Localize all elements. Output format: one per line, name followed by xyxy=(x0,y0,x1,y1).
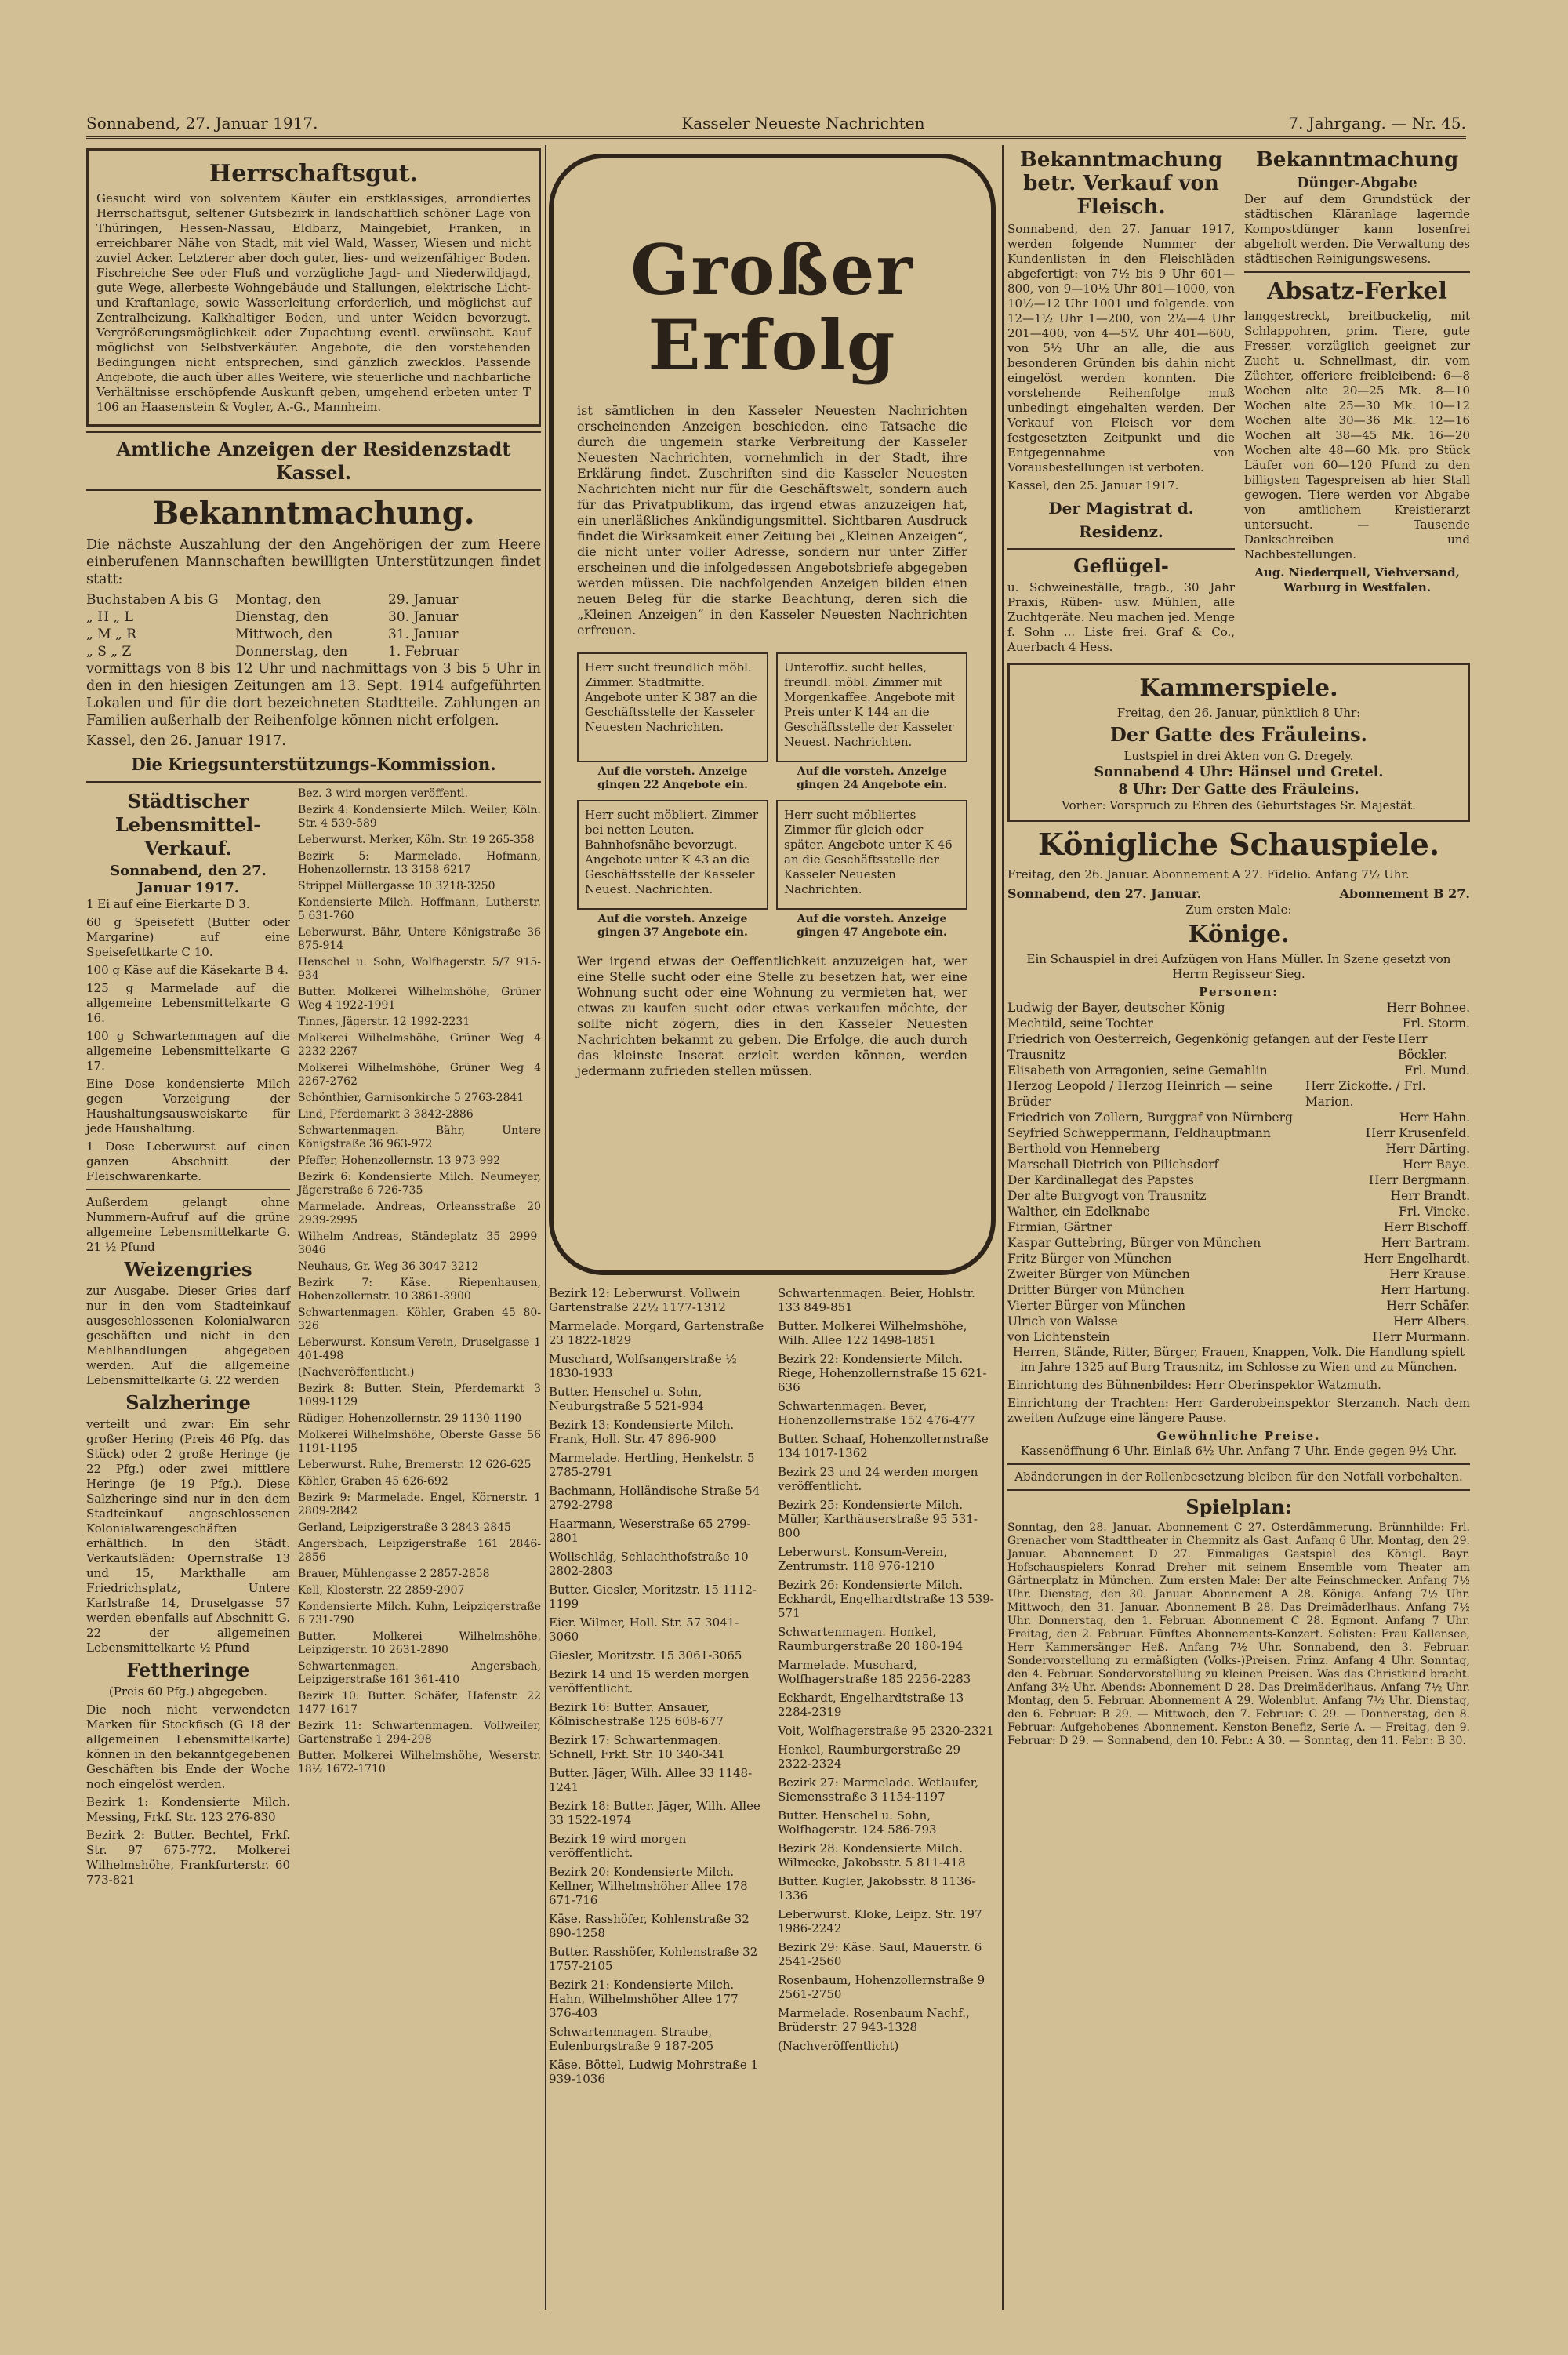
list-entry: Bezirk 16: Butter. Ansauer, Kölnischestraße 125 608-677 xyxy=(549,1700,724,1728)
schedule-row xyxy=(86,591,541,609)
list-entry: Bachmann, Holländische Straße 54 2792-2798 xyxy=(549,1484,760,1512)
cast-role: Zweiter Bürger von München xyxy=(1007,1267,1190,1281)
cast-actor: Herr Krusenfeld. xyxy=(1365,1126,1470,1140)
kammerspiele-ad xyxy=(1007,663,1470,822)
header-paper-name: Kasseler Neueste Nachrichten xyxy=(681,114,925,133)
list-entry: Bezirk 10: Butter. Schäfer, Hafenstr. 22 1477-1617 xyxy=(298,1690,541,1716)
schedule-date: 29. Januar xyxy=(388,592,459,608)
salzheringe-text: verteilt und zwar: Ein sehr großer Hering (Preis 46 Pfg. das Stück) oder 2 große Heringe (je 22 Pfg.) oder zwei mittlere Heringe (je 19 Pfg.). Diese Salzheringe sind nur in den dem Stadteinkauf angeschlossenen Kolonialwarengeschäften erhältlich. In den Städt. Verkaufsläden: Opernstraße 13 und 15, Markthalle am Friedrichsplatz, Untere Karlstraße 14, Druselgasse 57 werden ebenfalls auf Abschnitt G. 22 der allgemeinen Lebensmittelkarte ½ Pfund xyxy=(86,1417,290,1655)
list-entry: Butter. Molkerei Wilhelmshöhe, Weserstr. 18½ 1672-1710 xyxy=(298,1750,541,1775)
small-ad xyxy=(577,652,768,792)
cast-row xyxy=(1007,1282,1470,1298)
ferkel-title: Absatz-Ferkel xyxy=(1267,278,1447,305)
cast-row xyxy=(1007,1141,1470,1157)
cast-row xyxy=(1007,1251,1470,1267)
cast-role: Friedrich von Oesterreich, Gegenkönig gefangen auf der Feste Trausnitz xyxy=(1007,1032,1396,1062)
list-entry: Schwartenmagen. Bever, Hohenzollernstraße 152 476-477 xyxy=(778,1399,975,1427)
cast-actor: Herr Bartram. xyxy=(1381,1236,1470,1250)
cast-role: Der alte Burgvogt von Trausnitz xyxy=(1007,1189,1207,1203)
list-entry: Bezirk 28: Kondensierte Milch. Wilmecke, Jakobsstr. 5 811-418 xyxy=(778,1841,966,1870)
list-entry: Haarmann, Weserstraße 65 2799-2801 xyxy=(549,1517,751,1545)
small-ad-text: Herr sucht möbliert. Zimmer bei netten Leuten. Bahnhofsnähe bevorzugt. Angebote unter K 43 an die Geschäftsstelle der Kasseler Neuest. Nachrichten. xyxy=(577,800,768,910)
spielplan-text: Sonntag, den 28. Januar. Abonnement C 27. Osterdämmerung. Brünnhilde: Frl. Grenacher vom Stadttheater in Chemnitz als Gast. Anfang 6 Uhr. Montag, den 29. Januar. Abonnement D 27. Einmaliges Gastspiel des Königl. Bayr. Hofschauspielers Konrad Dreher mit seinem Ensemble vom Theater am Gärtnerplatz in München. Zum ersten Male: Der alte Feinschmecker. Anfang 7½ Uhr. Dienstag, den 30. Januar. Abonnement A 28. Könige. Anfang 7½ Uhr. Mittwoch, den 31. Januar. Abonnement B 28. Das Dreimäderlhaus. Anfang 7½ Uhr. Donnerstag, den 1. Februar. Abonnement C 28. Egmont. Anfang 7 Uhr. Freitag, den 2. Februar. Fünftes Abonnements-Konzert. Solisten: Frau Kallensee, Herr Kammersänger Heß. Anfang 7½ Uhr. Sonnabend, den 3. Februar. Sondervorstellung zu ermäßigten (Volks-)Preisen. Frinz. Anfang 4 Uhr. Sonntag, den 4. Februar. Sondervorstellung zu kleinen Preisen. Was das Christkind bracht. Anfang 3½ Uhr. Abends: Abonnement D 28. Das Dreimäderlhaus. Anfang 7½ Uhr. Montag, den 5. Februar. Abonnement A 29. Wolenblut. Anfang 7½ Uhr. Dienstag, den 6. Februar: B 29. — Mittwoch, den 7. Februar: C 29. — Donnerstag, den 8. Februar: Aufgehobenes Abonnement. Kenston-Benefiz, Serie A. — Freitag, den 9. Februar: D 29. — Sonnabend, den 10. Febr.: A 30. — Sonntag, den 11. Febr.: B 30. xyxy=(1007,1521,1470,1747)
schedule-letters: „ H „ L xyxy=(86,609,133,625)
trachten: Einrichtung der Trachten: Herr Garderobeinspektor Sterzanch. Nach dem zweiten Aufzuge eine längere Pause. xyxy=(1007,1396,1470,1425)
cast-role: Berthold von Henneberg xyxy=(1007,1142,1160,1156)
page-header xyxy=(86,110,1466,139)
kammerspiele-note: Vorher: Vorspruch zu Ehren des Geburtstages Sr. Majestät. xyxy=(1062,798,1416,812)
list-entry: Bezirk 5: Marmelade. Hofmann, Hohenzollernstr. 13 3158-6217 xyxy=(298,850,541,876)
small-ads-grid xyxy=(577,652,967,939)
list-entry: Butter. Jäger, Wilh. Allee 33 1148-1241 xyxy=(549,1766,753,1794)
cast-row xyxy=(1007,1188,1470,1204)
column-1 xyxy=(86,145,541,1891)
cast-list xyxy=(1007,1000,1470,1345)
bezirk-1-entry: Bezirk 1: Kondensierte Milch. Messing, Frkf. Str. 123 276-830 xyxy=(86,1795,290,1824)
list-entry: Leberwurst. Konsum-Verein, Druselgasse 1 401-498 xyxy=(298,1336,541,1362)
cast-role: Ulrich von Walsse xyxy=(1007,1314,1118,1328)
stockfisch-note: Die noch nicht verwendeten Marken für Stockfisch (G 18 der allgemeinen Lebensmittelkarte) können in den bekanntgegebenen Geschäften bis Ende der Woche noch eingelöst werden. xyxy=(86,1703,290,1791)
list-entry: Marmelade. Hertling, Henkelstr. 5 2785-2791 xyxy=(549,1451,755,1479)
cast-role: Der Kardinallegat des Papstes xyxy=(1007,1173,1194,1187)
cast-actor: Herr Därting. xyxy=(1385,1142,1470,1156)
list-entry: Schwartenmagen. Angersbach, Leipzigerstraße 161 361-410 xyxy=(298,1660,541,1686)
cast-actor: Frl. Storm. xyxy=(1402,1016,1470,1030)
koenig-first-time: Zum ersten Male: xyxy=(1185,903,1292,917)
list-entry: Schwartenmagen. Straube, Eulenburgstraße 9 187-205 xyxy=(549,2025,714,2053)
cast-role: Kaspar Guttebring, Bürger von München xyxy=(1007,1236,1261,1250)
cast-role: Seyfried Schweppermann, Feldhauptmann xyxy=(1007,1126,1271,1140)
cast-role: Vierter Bürger von München xyxy=(1007,1299,1186,1313)
cast-actor: Frl. Mund. xyxy=(1404,1063,1470,1078)
cast-row xyxy=(1007,1110,1470,1125)
lebensmittel-title: Städtischer Lebensmittel-Verkauf. xyxy=(114,790,262,860)
cast-actor: Frl. Vincke. xyxy=(1398,1205,1470,1219)
payment-schedule xyxy=(86,591,541,660)
cast-actor: Herr Engelhardt. xyxy=(1363,1252,1470,1266)
list-entry: Tinnes, Jägerstr. 12 1992-2231 xyxy=(298,1016,470,1028)
cast-role: Walther, ein Edelknabe xyxy=(1007,1205,1150,1219)
fettheringe-text: (Preis 60 Pfg.) abgegeben. xyxy=(108,1684,268,1699)
salzheringe-title: Salzheringe xyxy=(125,1391,251,1414)
list-entry: Bezirk 9: Marmelade. Engel, Körnerstr. 1 2809-2842 xyxy=(298,1492,541,1517)
list-entry: Butter. Henschel u. Sohn, Neuburgstraße 5 521-934 xyxy=(549,1385,704,1413)
cast-actor: Herr Bergmann. xyxy=(1368,1173,1470,1187)
list-entry: Bezirk 18: Butter. Jäger, Wilh. Allee 33 1522-1974 xyxy=(549,1799,760,1827)
list-entry: Bezirk 8: Butter. Stein, Pferdemarkt 3 1099-1129 xyxy=(298,1383,541,1408)
list-entry: Leberwurst. Merker, Köln. Str. 19 265-358 xyxy=(298,834,535,846)
kammerspiele-date: Freitag, den 26. Januar, pünktlich 8 Uhr: xyxy=(1116,706,1361,720)
cast-role: von Lichtenstein xyxy=(1007,1330,1110,1344)
kammerspiele-play: Der Gatte des Fräuleins. xyxy=(1110,723,1367,746)
aenderung-text: Abänderungen in der Rollenbesetzung bleiben für den Notfall vorbehalten. xyxy=(1014,1470,1463,1484)
list-entry: Molkerei Wilhelmshöhe, Grüner Weg 4 2267-2762 xyxy=(298,1062,541,1088)
fettheringe-title: Fettheringe xyxy=(126,1659,250,1681)
list-entry: Bezirk 20: Kondensierte Milch. Kellner, Wilhelmshöher Allee 178 671-716 xyxy=(549,1865,748,1907)
cast-actor: Herr Bischoff. xyxy=(1383,1220,1470,1234)
list-entry: Bezirk 14 und 15 werden morgen veröffentlicht. xyxy=(549,1667,750,1695)
cast-row xyxy=(1007,1031,1470,1063)
list-entry: Pfeffer, Hohenzollernstr. 13 973-992 xyxy=(298,1154,501,1167)
cast-actor: Herr Brandt. xyxy=(1390,1189,1470,1203)
cast-actor: Herr Murmann. xyxy=(1372,1330,1470,1344)
list-entry: Leberwurst. Kloke, Leipz. Str. 197 1986-2242 xyxy=(778,1907,982,1935)
cast-actor: Herr Hartung. xyxy=(1381,1283,1470,1297)
list-entry: Henschel u. Sohn, Wolfhagerstr. 5/7 915-934 xyxy=(298,956,541,982)
cast-row xyxy=(1007,1125,1470,1141)
small-ad-result: Auf die vorsteh. Anzeige gingen 47 Angebote ein. xyxy=(797,913,947,939)
list-entry: Leberwurst. Konsum-Verein, Zentrumstr. 118 976-1210 xyxy=(778,1545,948,1573)
list-entry: Bezirk 29: Käse. Saul, Mauerstr. 6 2541-2560 xyxy=(778,1940,982,1968)
list-entry: Giesler, Moritzstr. 15 3061-3065 xyxy=(549,1648,742,1663)
list-entry: Neuhaus, Gr. Weg 36 3047-3212 xyxy=(298,1260,479,1273)
small-ad-result: Auf die vorsteh. Anzeige gingen 37 Angebote ein. xyxy=(597,913,748,939)
list-entry: Köhler, Graben 45 626-692 xyxy=(298,1475,448,1488)
schedule-letters: „ M „ R xyxy=(86,627,137,642)
lebensmittel-item: 100 g Schwartenmagen auf die allgemeine Lebensmittelkarte G 17. xyxy=(86,1029,290,1073)
cast-actor: Herr Albers. xyxy=(1393,1314,1470,1328)
cast-role: Ludwig der Bayer, deutscher König xyxy=(1007,1001,1225,1015)
list-entry: Schwartenmagen. Bähr, Untere Königstraße 36 963-972 xyxy=(298,1125,541,1150)
cast-role: Friedrich von Zollern, Burggraf von Nürnberg xyxy=(1007,1110,1293,1125)
list-entry: Bezirk 12: Leberwurst. Vollwein Gartenstraße 22½ 1177-1312 xyxy=(549,1286,741,1314)
duenger-subtitle: Dünger-Abgabe xyxy=(1297,176,1417,191)
cast-role: Mechtild, seine Tochter xyxy=(1007,1016,1153,1030)
list-entry: Eckhardt, Engelhardtstraße 13 2284-2319 xyxy=(778,1691,964,1719)
center-lists xyxy=(549,1286,996,2091)
bekanntmachung-text: Die nächste Auszahlung der den Angehörigen der zum Heere einberufenen Mannschaften bewilligten Unterstützungen findet statt: xyxy=(86,537,541,587)
schedule-day: Montag, den xyxy=(235,592,321,608)
koenigliche-schauspiele-title: Königliche Schauspiele. xyxy=(1037,827,1440,862)
koenig-abonnement: Abonnement B 27. xyxy=(1339,886,1470,901)
herrschaftsgut-text: Gesucht wird von solventem Käufer ein erstklassiges, arrondiertes Herrschaftsgut, seltener Gutsbezirk in landschaftlich schöner Lage von Thüringen, Hessen-Nassau, Eldbarz, Maingebiet, Franken, in erreichbarer Nähe von Stadt, mit viel Wald, Wasser, Wiesen und nicht zuviel Acker. Letzterer aber doch guter, lies- und weizenfähiger Boden. Fischreiche See oder Fluß und vorzügliche Jagd- und Niederwildjagd, gute Wege, allerbeste Wohngebäude und Stallungen, elektrische Licht- und Kraftanlage, sowie Wasserleitung erforderlich, und möglichst auf Zentralheizung. Kalkhaltiger Boden, und unter Weiden bevorzugt. Vergrößerungsmöglichkeit oder Zupachtung eventl. erwünscht. Kauf möglichst von Selbstverkäufer. Angebote, die den vorstehenden Bedingungen nicht entsprechen, sind gänzlich zwecklos. Passende Angebote, die auch über alles Weitere, wie steuerliche und nachbarliche Verhältnisse erschöpfende Auskunft geben, umgehend erbeten unter T 106 an Haasenstein & Vogler, A.-G., Mannheim. xyxy=(96,191,531,414)
list-entry: Bezirk 25: Kondensierte Milch. Müller, Karthäuserstraße 95 531-800 xyxy=(778,1498,978,1540)
list-entry: Bez. 3 wird morgen veröffentl. xyxy=(298,787,468,800)
list-entry: Schwartenmagen. Honkel, Raumburgerstraße 20 180-194 xyxy=(778,1625,964,1653)
schedule-date: 31. Januar xyxy=(388,627,459,642)
list-entry: Bezirk 4: Kondensierte Milch. Weiler, Köln. Str. 4 539-589 xyxy=(298,804,541,830)
list-entry: Bezirk 23 und 24 werden morgen veröffentlicht. xyxy=(778,1465,978,1493)
kammerspiele-saturday: Sonnabend 4 Uhr: Hänsel und Gretel. xyxy=(1094,765,1384,780)
small-ad-result: Auf die vorsteh. Anzeige gingen 22 Angebote ein. xyxy=(597,765,748,791)
koenig-friday: Freitag, den 26. Januar. Abonnement A 27. Fidelio. Anfang 7½ Uhr. xyxy=(1007,867,1410,881)
fleisch-date: Kassel, den 25. Januar 1917. xyxy=(1007,478,1179,492)
kammerspiele-title: Kammerspiele. xyxy=(1139,674,1338,702)
koenig-extra: Herren, Stände, Ritter, Bürger, Frauen, Knappen, Volk. Die Handlung spielt im Jahre 1325 auf Burg Trausnitz, im Schlosse zu Wien und zu München. xyxy=(1012,1345,1465,1374)
header-issue: 7. Jahrgang. — Nr. 45. xyxy=(1288,114,1466,133)
gefluegel-title: Geflügel- xyxy=(1073,554,1169,577)
list-entry: Butter. Giesler, Moritzstr. 15 1112-1199 xyxy=(549,1583,757,1611)
cast-role: Marschall Dietrich von Pilichsdorf xyxy=(1007,1158,1219,1172)
list-entry: Brauer, Mühlengasse 2 2857-2858 xyxy=(298,1568,490,1580)
schedule-letters: „ S „ Z xyxy=(86,644,132,660)
list-entry: Kondensierte Milch. Hoffmann, Lutherstr. 5 631-760 xyxy=(298,896,541,922)
list-entry: Muschard, Wolfsangerstraße ½ 1830-1933 xyxy=(549,1352,737,1380)
cast-row xyxy=(1007,1235,1470,1251)
cast-actor: Herr Baye. xyxy=(1403,1158,1470,1172)
cast-row xyxy=(1007,1063,1470,1078)
gefluegel-text: u. Schweineställe, tragb., 30 Jahr Praxis, Rüben- usw. Mühlen, alle Zuchtgeräte. Neu machen jed. Menge f. Sohn ... Liste frei. Graf & Co., Auerbach 4 Hess. xyxy=(1007,580,1235,654)
distribution-list-a xyxy=(549,1286,767,2091)
schedule-letters: Buchstaben A bis G xyxy=(86,592,219,608)
cast-row xyxy=(1007,1329,1470,1345)
list-entry: Butter. Molkerei Wilhelmshöhe, Wilh. Allee 122 1498-1851 xyxy=(778,1319,967,1347)
buehnenbild: Einrichtung des Bühnenbildes: Herr Oberinspektor Watzmuth. xyxy=(1007,1378,1381,1392)
schedule-row xyxy=(86,643,541,660)
herrschaftsgut-title: Herrschaftsgut. xyxy=(209,160,419,187)
small-ad-text: Herr sucht möbliertes Zimmer für gleich oder später. Angebote unter K 46 an die Geschäftsstelle der Kasseler Neuesten Nachrichten. xyxy=(776,800,967,910)
list-entry: Rosenbaum, Hohenzollernstraße 9 2561-2750 xyxy=(778,1973,985,2001)
list-entry: Butter. Kugler, Jakobsstr. 8 1136-1336 xyxy=(778,1874,976,1903)
list-entry: Bezirk 27: Marmelade. Wetlaufer, Siemensstraße 3 1154-1197 xyxy=(778,1775,979,1804)
small-ad xyxy=(776,800,967,939)
list-entry: Marmelade. Morgard, Gartenstraße 23 1822-1829 xyxy=(549,1319,764,1347)
list-entry: Bezirk 11: Schwartenmagen. Vollweiler, Gartenstraße 1 294-298 xyxy=(298,1720,541,1746)
list-entry: Schwartenmagen. Beier, Hohlstr. 133 849-851 xyxy=(778,1286,975,1314)
list-entry: Butter. Henschel u. Sohn, Wolfhagerstr. 124 586-793 xyxy=(778,1808,937,1837)
list-entry: Angersbach, Leipzigerstraße 161 2846-2856 xyxy=(298,1538,541,1564)
list-entry: Schönthier, Garnisonkirche 5 2763-2841 xyxy=(298,1092,524,1104)
list-entry: Marmelade. Rosenbaum Nachf., Brüderstr. 27 943-1328 xyxy=(778,2006,970,2034)
cast-actor: Herr Böckler. xyxy=(1398,1032,1448,1062)
herrschaftsgut-ad xyxy=(86,148,541,427)
fleisch-text: Sonnabend, den 27. Januar 1917, werden folgende Nummer der Kundenlisten in den Fleischläden abgefertigt: von 7½ bis 9 Uhr 601—800, von 9—10½ Uhr 801—1000, von 10½—12 Uhr 1001 und folgende. von 12—1½ Uhr 1—200, von 2¼—4 Uhr 201—400, von 4—5½ Uhr 401—600, von 5½ Uhr an alle, die aus besonderen Gründen bis dahin nicht eingelöst werden konnten. Die vorstehende Reihenfolge muß unbedingt eingehalten werden. Der Verkauf von Fleisch vor dem festgesetzten Zeitpunkt und die Entgegennahme von Vorausbestellungen ist verboten. xyxy=(1007,222,1235,474)
small-ad-text: Herr sucht freundlich möbl. Zimmer. Stadtmitte. Angebote unter K 387 an die Geschäftsstelle der Kasseler Neuesten Nachrichten. xyxy=(577,652,768,762)
cast-role: Herzog Leopold / Herzog Heinrich — seine Brüder xyxy=(1007,1079,1273,1109)
kammerspiele-saturday-2: 8 Uhr: Der Gatte des Fräuleins. xyxy=(1118,782,1359,798)
list-entry: Eier. Wilmer, Holl. Str. 57 3041-3060 xyxy=(549,1615,739,1644)
list-entry: Gerland, Leipzigerstraße 3 2843-2845 xyxy=(298,1521,511,1534)
list-entry: Bezirk 6: Kondensierte Milch. Neumeyer, Jägerstraße 6 726-735 xyxy=(298,1171,541,1197)
list-entry: Lind, Pferdemarkt 3 3842-2886 xyxy=(298,1108,474,1121)
list-entry: Voit, Wolfhagerstraße 95 2320-2321 xyxy=(778,1724,994,1738)
list-entry: Molkerei Wilhelmshöhe, Grüner Weg 4 2232-2267 xyxy=(298,1032,541,1058)
list-entry: Käse. Rasshöfer, Kohlenstraße 32 890-1258 xyxy=(549,1912,750,1940)
cast-row xyxy=(1007,1000,1470,1016)
list-entry: (Nachveröffentlicht) xyxy=(778,2039,899,2053)
list-entry: Butter. Schaaf, Hohenzollernstraße 134 1017-1362 xyxy=(778,1432,989,1460)
small-ad xyxy=(776,652,967,792)
list-entry: Henkel, Raumburgerstraße 29 2322-2324 xyxy=(778,1743,961,1771)
cast-actor: Herr Zickoffe. / Frl. Marion. xyxy=(1305,1079,1426,1109)
list-entry: Marmelade. Muschard, Wolfhagerstraße 185 2256-2283 xyxy=(778,1658,971,1686)
list-entry: Strippel Müllergasse 10 3218-3250 xyxy=(298,880,495,892)
lebensmittel-item: 125 g Marmelade auf die allgemeine Lebensmittelkarte G 16. xyxy=(86,981,290,1025)
cast-row xyxy=(1007,1172,1470,1188)
cast-row xyxy=(1007,1157,1470,1172)
ferkel-text: langgestreckt, breitbuckelig, mit Schlappohren, prim. Tiere, gute Fresser, vorzüglich geeignet zur Zucht u. Schnellmast, dir. vom Züchter, offeriere freibleibend: 6—8 Wochen alte 20—25 Mk. 8—10 Wochen alte 25—30 Mk. 10—12 Wochen alte 30—36 Mk. 12—16 Wochen alt 38—45 Mk. 16—20 Wochen alte 48—60 Mk. pro Stück Läufer von 60—120 Pfund zu den billigsten Tagespreisen ab hier Stall gewogen. Tiere werden vor Abgabe von amtlichem Kreistierarzt untersucht. — Tausende Dankschreiben und Nachbestellungen. xyxy=(1244,309,1470,561)
cast-actor: Herr Hahn. xyxy=(1399,1110,1470,1125)
list-entry: Wilhelm Andreas, Ständeplatz 35 2999-3046 xyxy=(298,1230,541,1256)
cast-actor: Herr Bohnee. xyxy=(1386,1001,1470,1015)
list-entry: Bezirk 22: Kondensierte Milch. Riege, Hohenzollernstraße 15 621-636 xyxy=(778,1352,987,1394)
list-entry: Leberwurst. Ruhe, Bremerstr. 12 626-625 xyxy=(298,1459,532,1471)
magistrat-signature: Der Magistrat d. Residenz. xyxy=(1048,499,1194,541)
small-ad xyxy=(577,800,768,939)
personen-heading: Personen: xyxy=(1199,985,1279,999)
list-entry: Schwartenmagen. Köhler, Graben 45 80-326 xyxy=(298,1307,541,1332)
grosser-erfolg-title: Großer Erfolg xyxy=(630,229,914,386)
list-entry: Bezirk 7: Käse. Riepenhausen, Hohenzollernstr. 10 3861-3900 xyxy=(298,1277,541,1303)
list-entry: Wollschläg, Schlachthofstraße 10 2802-2803 xyxy=(549,1550,749,1578)
column-4 xyxy=(1007,145,1470,1751)
schedule-row xyxy=(86,626,541,643)
grosser-erfolg-bottom-text: Wer irgend etwas der Oeffentlichkeit anzuzeigen hat, wer eine Stelle sucht oder eine Stelle zu besetzen hat, wer eine Wohnung sucht oder eine Wohnung zu vermieten hat, wer etwas zu kaufen sucht oder etwas verkaufen möchte, der sollte nicht zögern, dies in den Kasseler Neuesten Nachrichten bekannt zu geben. Die Erfolge, die auch durch das kleinste Inserat erzielt werden können, werden jedermann zufrieden stellen müssen. xyxy=(577,954,967,1078)
duenger-section xyxy=(1244,145,1470,658)
list-entry: Rüdiger, Hohenzollernstr. 29 1130-1190 xyxy=(298,1412,522,1425)
lebensmittel-item: 1 Dose Leberwurst auf einen ganzen Abschnitt der Fleischwarenkarte. xyxy=(86,1139,290,1183)
lebensmittel-item: 100 g Käse auf die Käsekarte B 4. xyxy=(86,963,289,977)
distribution-list-b xyxy=(778,1286,996,2091)
cast-actor: Herr Schäfer. xyxy=(1386,1299,1470,1313)
spielplan-title: Spielplan: xyxy=(1185,1495,1292,1518)
schedule-date: 1. Februar xyxy=(388,644,459,660)
amtliche-anzeigen-heading: Amtliche Anzeigen der Residenzstadt Kassel. xyxy=(116,438,511,484)
cast-role: Elisabeth von Arragonien, seine Gemahlin xyxy=(1007,1063,1268,1078)
list-entry: Leberwurst. Bähr, Untere Königstraße 36 875-914 xyxy=(298,926,541,952)
fleisch-section xyxy=(1007,145,1235,658)
list-entry: Butter. Molkerei Wilhelmshöhe, Leipzigerstr. 10 2631-2890 xyxy=(298,1630,541,1656)
cast-role: Firmian, Gärtner xyxy=(1007,1220,1112,1234)
koenig-saturday-row xyxy=(1007,885,1470,903)
ausserdem-text: Außerdem gelangt ohne Nummern-Aufruf auf die grüne allgemeine Lebensmittelkarte G. 21 ½ Pfund xyxy=(86,1195,290,1254)
list-entry: Bezirk 13: Kondensierte Milch. Frank, Holl. Str. 47 896-900 xyxy=(549,1418,735,1446)
lebensmittel-item: Eine Dose kondensierte Milch gegen Vorzeigung der Haushaltungsausweiskarte für jede Haushaltung. xyxy=(86,1077,290,1136)
list-entry: Marmelade. Andreas, Orleansstraße 20 2939-2995 xyxy=(298,1201,541,1227)
list-entry: Kell, Klosterstr. 22 2859-2907 xyxy=(298,1584,465,1597)
list-entry: Butter. Molkerei Wilhelmshöhe, Grüner Weg 4 1922-1991 xyxy=(298,986,541,1012)
column-divider xyxy=(545,145,546,2310)
schedule-day: Dienstag, den xyxy=(235,609,329,625)
preise-text: Kassenöffnung 6 Uhr. Einlaß 6½ Uhr. Anfang 7 Uhr. Ende gegen 9½ Uhr. xyxy=(1020,1444,1457,1458)
cast-role: Dritter Bürger von München xyxy=(1007,1283,1185,1297)
bekanntmachung-date: Kassel, den 26. Januar 1917. xyxy=(86,733,286,749)
cast-row xyxy=(1007,1219,1470,1235)
list-entry: Bezirk 21: Kondensierte Milch. Hahn, Wilhelmshöher Allee 177 376-403 xyxy=(549,1978,739,2020)
kommission-signature: Die Kriegsunterstützungs-Kommission. xyxy=(131,754,496,774)
list-entry: Kondensierte Milch. Kuhn, Leipzigerstraße 6 731-790 xyxy=(298,1601,541,1626)
list-entry: Molkerei Wilhelmshöhe, Oberste Gasse 56 1191-1195 xyxy=(298,1429,541,1455)
list-entry: Bezirk 17: Schwartenmagen. Schnell, Frkf. Str. 10 340-341 xyxy=(549,1733,725,1761)
schedule-row xyxy=(86,609,541,626)
cast-row xyxy=(1007,1298,1470,1314)
duenger-title: Bekanntmachung xyxy=(1255,148,1459,172)
cast-actor: Herr Krause. xyxy=(1389,1267,1470,1281)
koenig-saturday: Sonnabend, den 27. Januar. xyxy=(1007,886,1202,901)
header-date: Sonnabend, 27. Januar 1917. xyxy=(86,114,318,133)
distribution-list xyxy=(298,787,541,1891)
cast-row xyxy=(1007,1204,1470,1219)
duenger-text: Der auf dem Grundstück der städtischen Kläranlage lagernde Kompostdünger kann losenfrei abgeholt werden. Die Verwaltung des städtischen Reinigungswesens. xyxy=(1244,192,1470,266)
kammerspiele-subtitle: Lustspiel in drei Akten von G. Dregely. xyxy=(1123,749,1354,763)
schedule-day: Donnerstag, den xyxy=(235,644,348,660)
list-entry: Käse. Böttel, Ludwig Mohrstraße 1 939-1036 xyxy=(549,2058,759,2086)
lebensmittel-item: 1 Ei auf eine Eierkarte D 3. xyxy=(86,897,250,911)
column-divider xyxy=(1002,145,1004,2310)
grosser-erfolg-text: ist sämtlichen in den Kasseler Neuesten Nachrichten erscheinenden Anzeigen beschieden, eine Tatsache die durch die ungemein starke Verbreitung der Kasseler Neuesten Nachrichten, vornehmlich in der Stadt, ihre Erklärung findet. Zuschriften sind die Kasseler Neuesten Nachrichten nicht nur für die Geschäftswelt, sondern auch für das Privatpublikum, das irgend etwas anzuzeigen hat, ein unerläßliches Ankündigungsmittel. Sichtbaren Ausdruck findet die Wirksamkeit einer Zeitung bei „Kleinen Anzeigen“, die nicht unter voller Adresse, sondern nur unter Ziffer erscheinen und die infolgedessen Angebotsbriefe abgegeben werden müssen. Die nachfolgenden Anzeigen bilden einen neuen Beleg für die starke Beachtung, deren sich die „Kleinen Anzeigen“ in den Kasseler Neuesten Nachrichten erfreuen. xyxy=(577,403,967,638)
bekanntmachung-text-2: vormittags von 8 bis 12 Uhr und nachmittags von 3 bis 5 Uhr in den in den hiesigen Zeitungen am 13. Sept. 1914 aufgeführten Lokalen und für die dort bezeichneten Stadtteile. Zahlungen an Familien außerhalb der Reihenfolge können nicht erfolgen. xyxy=(86,661,541,729)
cast-row xyxy=(1007,1267,1470,1282)
schedule-date: 30. Januar xyxy=(388,609,459,625)
cast-row xyxy=(1007,1314,1470,1329)
preise-heading: Gewöhnliche Preise. xyxy=(1156,1429,1321,1443)
cast-row xyxy=(1007,1078,1470,1110)
fleisch-title: Bekanntmachung betr. Verkauf von Fleisch. xyxy=(1019,148,1223,219)
cast-row xyxy=(1007,1016,1470,1031)
ferkel-signature: Aug. Niederquell, Viehversand, Warburg in Westfalen. xyxy=(1254,565,1460,594)
koenig-play-title: Könige. xyxy=(1188,921,1290,948)
weizengries-title: Weizengries xyxy=(124,1258,252,1281)
lebensmittel-items xyxy=(86,897,290,1184)
koenig-description: Ein Schauspiel in drei Aufzügen von Hans Müller. In Szene gesetzt von Herrn Regisseur Sieg. xyxy=(1026,952,1451,981)
weizengries-text: zur Ausgabe. Dieser Gries darf nur in den vom Stadteinkauf ausgeschlossenen Kolonialwaren geschäften und nicht in den Mehlhandlungen abgegeben werden. Auf die allgemeine Lebensmittelkarte G. 22 werden xyxy=(86,1284,290,1387)
small-ad-text: Unteroffiz. sucht helles, freundl. möbl. Zimmer mit Morgenkaffee. Angebote mit Preis unter K 144 an die Geschäftsstelle der Kasseler Neuest. Nachrichten. xyxy=(776,652,967,762)
schedule-day: Mittwoch, den xyxy=(235,627,333,642)
bekanntmachung-title: Bekanntmachung. xyxy=(152,495,475,532)
grosser-erfolg-ad xyxy=(549,154,996,1275)
lebensmittel-section xyxy=(86,787,290,1891)
list-entry: (Nachveröffentlicht.) xyxy=(298,1366,415,1379)
list-entry: Bezirk 19 wird morgen veröffentlicht. xyxy=(549,1832,687,1860)
list-entry: Butter. Rasshöfer, Kohlenstraße 32 1757-2105 xyxy=(549,1945,758,1973)
list-entry: Bezirk 26: Kondensierte Milch. Eckhardt, Engelhardtstraße 13 539-571 xyxy=(778,1578,994,1620)
bezirk-2-entry: Bezirk 2: Butter. Bechtel, Frkf. Str. 97 675-772. Molkerei Wilhelmshöhe, Frankfurterstr. 60 773-821 xyxy=(86,1828,290,1887)
small-ad-result: Auf die vorsteh. Anzeige gingen 24 Angebote ein. xyxy=(797,765,947,791)
cast-role: Fritz Bürger von München xyxy=(1007,1252,1172,1266)
lebensmittel-date: Sonnabend, den 27. Januar 1917. xyxy=(110,863,267,896)
lebensmittel-item: 60 g Speisefett (Butter oder Margarine) auf eine Speisefettkarte C 10. xyxy=(86,915,290,959)
